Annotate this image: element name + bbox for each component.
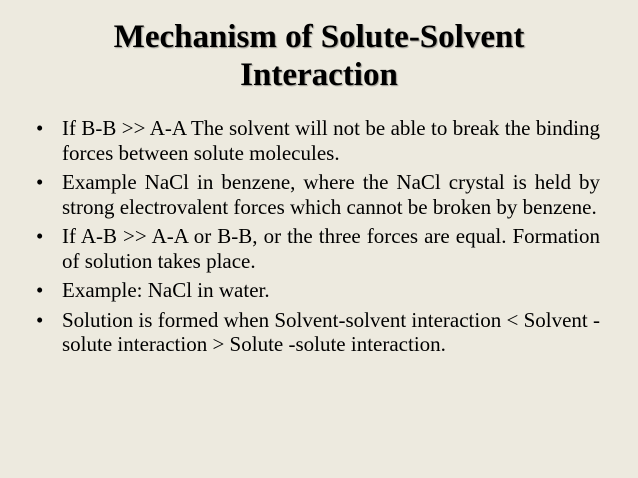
bullet-text: If A-B >> A-A or B-B, or the three forces are equal. Formation of solution takes place. xyxy=(62,224,600,273)
bullet-marker: • xyxy=(36,278,44,302)
bullet-item xyxy=(34,308,600,357)
slide-title: Mechanism of Solute-Solvent Interaction xyxy=(113,19,525,93)
bullet-item xyxy=(34,224,600,273)
bullet-list xyxy=(34,116,600,362)
bullet-marker: • xyxy=(36,116,44,140)
bullet-text: Example: NaCl in water. xyxy=(62,278,270,302)
bullet-text: If B-B >> A-A The solvent will not be able to break the binding forces between solute molecules. xyxy=(62,116,600,165)
bullet-item xyxy=(34,116,600,165)
bullet-marker: • xyxy=(36,224,44,248)
bullet-item xyxy=(34,170,600,219)
bullet-item xyxy=(34,278,600,303)
bullet-text: Solution is formed when Solvent-solvent interaction < Solvent -solute interaction > Solute -solute interaction. xyxy=(62,307,600,356)
bullet-marker: • xyxy=(36,170,44,194)
bullet-marker: • xyxy=(36,307,44,332)
bullet-text: Example NaCl in benzene, where the NaCl crystal is held by strong electrovalent forces which cannot be broken by benzene. xyxy=(62,170,600,219)
